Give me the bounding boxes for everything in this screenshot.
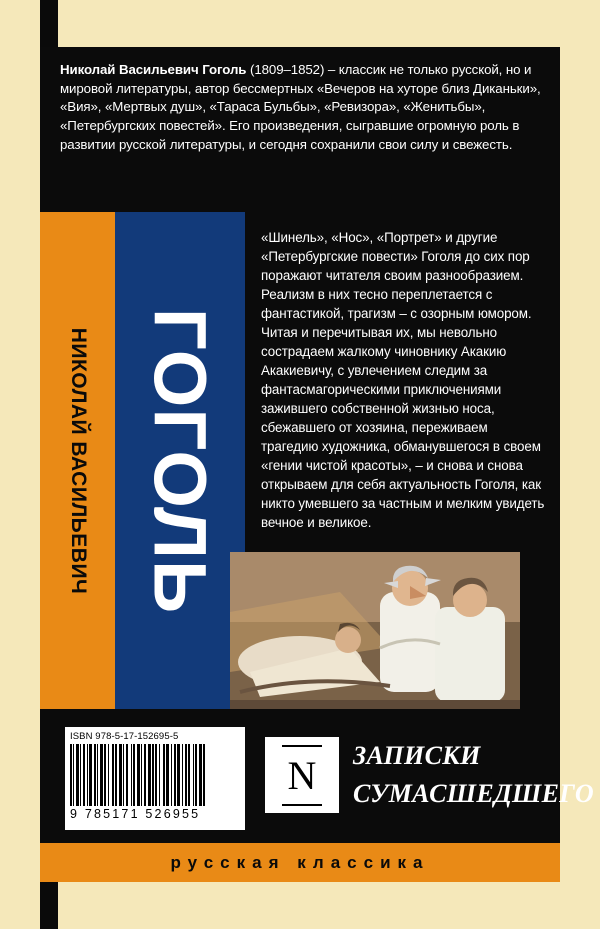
author-surname-text: ГОГОЛЬ [138,307,222,614]
author-bio-rest: (1809–1852) – классик не только русской, но и мировой литературы, автор бессмертных «Вечеров на хуторе близ Диканьки», «Вия», «Мертвых душ», «Тараса Бульбы», «Ревизора», «Женитьбы», «Петербургских повестей». Его произведения, сыгравшие огромную роль в развитии русской литературы, и сегодня сохранили свои силу и свежесть. [60,62,541,152]
publisher-logo-letter: N [287,752,317,798]
series-name: русская классика [170,852,430,872]
barcode-bars [70,744,240,806]
author-first-patronymic-text: НИКОЛАЙ ВАСИЛЬЕВИЧ [66,327,90,594]
author-first-patronymic-vertical [40,212,115,709]
series-band [40,843,560,882]
author-bio-panel [40,47,560,212]
cover-illustration [230,552,520,709]
book-title: ЗАПИСКИ СУМАСШЕДШЕГО [353,741,594,808]
author-surname-vertical [115,212,245,709]
barcode-number: 9 785171 526955 [70,807,201,821]
author-bio-lead: Николай Васильевич Гоголь [60,62,247,77]
isbn-text: ISBN 978-5-17-152695-5 [70,731,179,742]
publisher-logo [265,737,339,813]
annotation-text: «Шинель», «Нос», «Портрет» и другие «Петербургские повести» Гоголя до сих пор поражают читателя своим разнообразием. Реализм в них тесно переплетается с фантастикой, трагизм – с озорным юмором. Читая и перечитывая их, мы невольно сострадаем жалкому чиновнику Акакию Акакиевичу, с увлечением следим за фантасмагорическими приключениями зажившего собственной жизнью носа, сбежавшего от хозяина, переживаем трагедию художника, обманувшегося в своем «гении чистой красоты», – и снова и снова открываем для себя актуальность Гоголя, как никто умевшего за частным и мелким увидеть вечное и великое. [261,230,545,531]
author-bio-text [60,61,542,155]
illustration-artwork [230,552,520,709]
barcode-block [65,727,245,830]
